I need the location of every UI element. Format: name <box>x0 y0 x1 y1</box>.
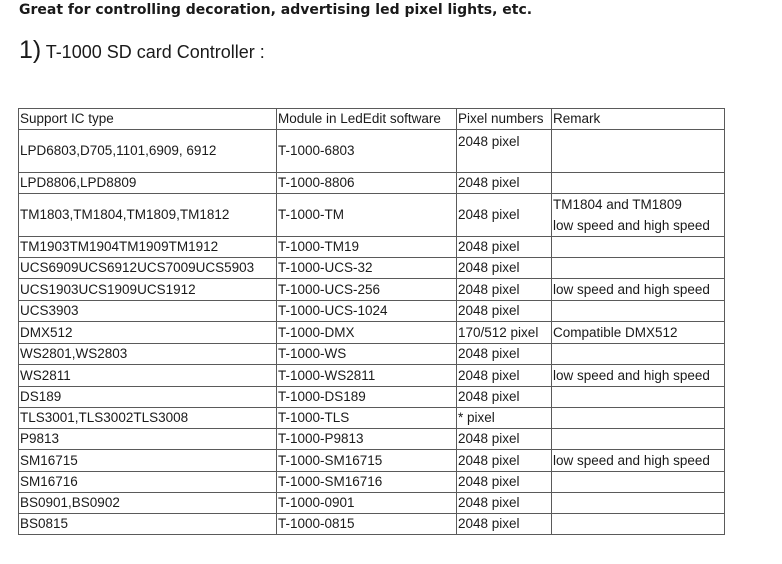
ic-type-cell: UCS1903UCS1909UCS1912 <box>19 279 277 301</box>
remark-line: low speed and high speed <box>553 453 710 468</box>
ic-type-cell: UCS3903 <box>19 301 277 322</box>
section-number: 1) <box>19 36 42 64</box>
pixel-numbers-cell: 2048 pixel <box>457 387 552 408</box>
table-row <box>19 173 725 194</box>
table-row <box>19 514 725 535</box>
module-cell: T-1000-UCS-256 <box>277 279 457 301</box>
ic-type-cell: WS2811 <box>19 365 277 387</box>
pixel-numbers-cell: 2048 pixel <box>457 344 552 365</box>
module-cell: T-1000-P9813 <box>277 429 457 450</box>
module-cell: T-1000-SM16716 <box>277 472 457 493</box>
module-cell: T-1000-8806 <box>277 173 457 194</box>
ic-type-cell: DMX512 <box>19 322 277 344</box>
header-remark: Remark <box>552 109 725 130</box>
table-row <box>19 493 725 514</box>
remark-line: low speed and high speed <box>553 282 710 297</box>
table-row <box>19 258 725 279</box>
remark-cell <box>552 472 725 493</box>
remark-cell <box>552 194 725 237</box>
pixel-numbers-cell: 170/512 pixel <box>457 322 552 344</box>
controller-spec-table <box>18 108 725 535</box>
ic-type-cell: LPD8806,LPD8809 <box>19 173 277 194</box>
module-cell: T-1000-UCS-1024 <box>277 301 457 322</box>
header-pixel-numbers: Pixel numbers <box>457 109 552 130</box>
module-cell: T-1000-WS2811 <box>277 365 457 387</box>
ic-type-cell: BS0901,BS0902 <box>19 493 277 514</box>
remark-line: TM1804 and TM1809 <box>553 197 682 212</box>
remark-cell <box>552 279 725 301</box>
ic-type-cell: WS2801,WS2803 <box>19 344 277 365</box>
ic-type-cell: P9813 <box>19 429 277 450</box>
module-cell: T-1000-0815 <box>277 514 457 535</box>
module-cell: T-1000-WS <box>277 344 457 365</box>
table-row <box>19 130 725 173</box>
ic-type-cell: TM1803,TM1804,TM1809,TM1812 <box>19 194 277 237</box>
table-row <box>19 387 725 408</box>
pixel-numbers-cell: 2048 pixel <box>457 429 552 450</box>
remark-cell <box>552 365 725 387</box>
module-cell: T-1000-DMX <box>277 322 457 344</box>
table-row <box>19 279 725 301</box>
module-cell: T-1000-UCS-32 <box>277 258 457 279</box>
ic-type-cell: UCS6909UCS6912UCS7009UCS5903 <box>19 258 277 279</box>
module-cell: T-1000-TM19 <box>277 237 457 258</box>
module-cell: T-1000-6803 <box>277 130 457 173</box>
pixel-numbers-cell: 2048 pixel <box>457 194 552 237</box>
remark-cell <box>552 258 725 279</box>
ic-type-cell: DS189 <box>19 387 277 408</box>
intro-text: Great for controlling decoration, advertising led pixel lights, etc. <box>19 2 533 18</box>
remark-cell <box>552 408 725 429</box>
remark-cell <box>552 514 725 535</box>
table-row <box>19 450 725 472</box>
pixel-numbers-cell: 2048 pixel <box>457 258 552 279</box>
ic-type-cell: TLS3001,TLS3002TLS3008 <box>19 408 277 429</box>
pixel-numbers-cell: 2048 pixel <box>457 173 552 194</box>
table-row <box>19 237 725 258</box>
remark-cell <box>552 387 725 408</box>
pixel-numbers-cell: 2048 pixel <box>457 514 552 535</box>
ic-type-cell: TM1903TM1904TM1909TM1912 <box>19 237 277 258</box>
ic-type-cell: SM16715 <box>19 450 277 472</box>
remark-line: low speed and high speed <box>553 368 710 383</box>
module-cell: T-1000-TM <box>277 194 457 237</box>
remark-cell <box>552 450 725 472</box>
table-row <box>19 472 725 493</box>
pixel-numbers-cell: 2048 pixel <box>457 472 552 493</box>
pixel-numbers-cell: 2048 pixel <box>457 279 552 301</box>
module-cell: T-1000-0901 <box>277 493 457 514</box>
module-cell: T-1000-SM16715 <box>277 450 457 472</box>
remark-cell <box>552 493 725 514</box>
pixel-numbers-cell: 2048 pixel <box>457 450 552 472</box>
module-cell: T-1000-TLS <box>277 408 457 429</box>
remark-cell <box>552 130 725 173</box>
pixel-numbers-cell: 2048 pixel <box>457 130 552 173</box>
pixel-numbers-cell: 2048 pixel <box>457 365 552 387</box>
remark-cell <box>552 344 725 365</box>
table-row <box>19 194 725 237</box>
pixel-numbers-cell: 2048 pixel <box>457 301 552 322</box>
table-row <box>19 322 725 344</box>
table-row <box>19 365 725 387</box>
header-ic-type: Support IC type <box>19 109 277 130</box>
module-cell: T-1000-DS189 <box>277 387 457 408</box>
remark-cell <box>552 322 725 344</box>
remark-line: Compatible DMX512 <box>553 325 678 340</box>
table-header-row <box>19 109 725 130</box>
ic-type-cell: LPD6803,D705,1101,6909, 6912 <box>19 130 277 173</box>
ic-type-cell: BS0815 <box>19 514 277 535</box>
remark-cell <box>552 237 725 258</box>
table-row <box>19 408 725 429</box>
pixel-numbers-cell: * pixel <box>457 408 552 429</box>
section-heading <box>19 36 265 65</box>
table-row <box>19 344 725 365</box>
remark-cell <box>552 429 725 450</box>
pixel-numbers-cell: 2048 pixel <box>457 493 552 514</box>
remark-cell <box>552 301 725 322</box>
remark-line: low speed and high speed <box>553 218 710 233</box>
header-module: Module in LedEdit software <box>277 109 457 130</box>
remark-cell <box>552 173 725 194</box>
ic-type-cell: SM16716 <box>19 472 277 493</box>
pixel-numbers-cell: 2048 pixel <box>457 237 552 258</box>
table-row <box>19 301 725 322</box>
table-row <box>19 429 725 450</box>
section-title: T-1000 SD card Controller : <box>45 42 265 62</box>
